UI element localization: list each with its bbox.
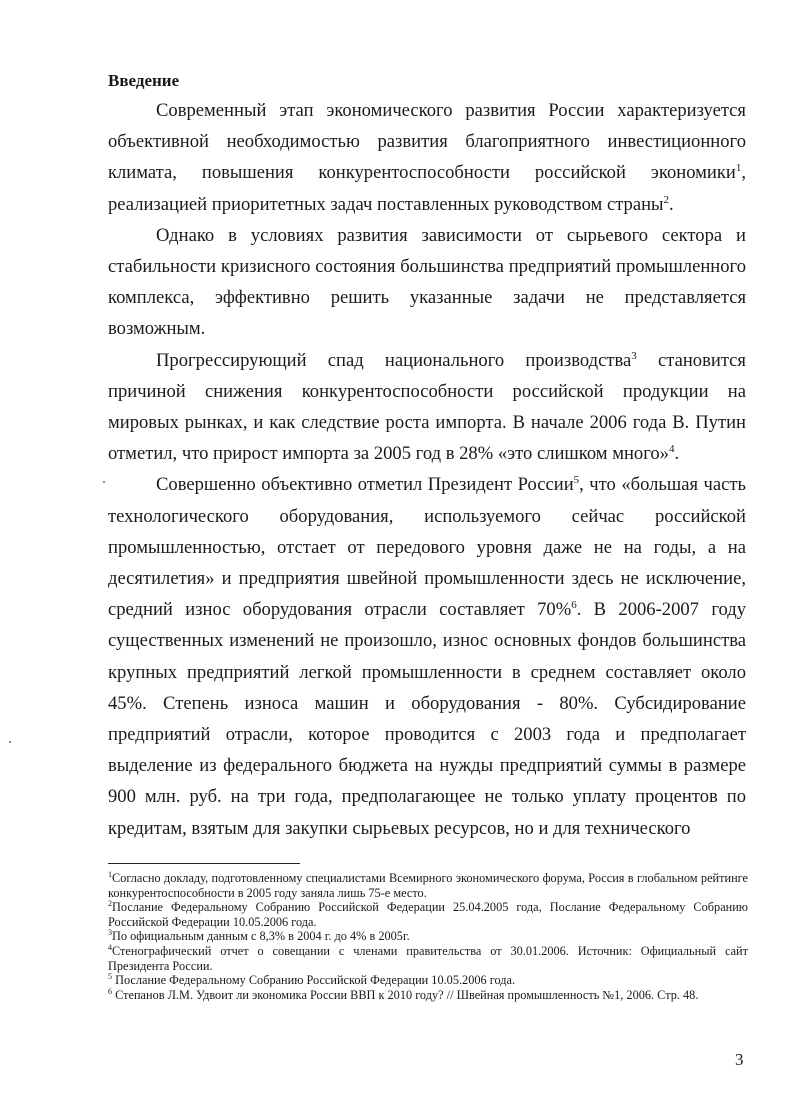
paragraph-text: . <box>674 443 680 465</box>
footnote-reference: 6 <box>571 599 577 612</box>
footnote <box>108 944 748 973</box>
body-paragraph <box>108 469 746 843</box>
footnote-reference: 5 <box>573 474 580 487</box>
footnote-marker: 1 <box>108 869 112 879</box>
footnote <box>108 973 748 988</box>
page-number: 3 <box>735 1050 744 1069</box>
footnote <box>108 871 748 900</box>
footnote <box>108 988 748 1003</box>
footnote-text: Стенографический отчет о совещании с членами правительства от 30.01.2006. Источник: Официальный сайт Президента России. <box>108 943 748 973</box>
footnote-reference: 1 <box>735 162 742 175</box>
scan-speck <box>103 481 105 483</box>
paragraph-text: , реализацией приоритетных задач поставленных руководством страны <box>108 162 746 215</box>
paragraph-text: . В 2006-2007 году существенных изменений не произошло, износ основных фондов большинства крупных предприятий легкой промышленности в среднем составляет около 45%. Степень износа машин и оборудования - 80%. Субсидирование предприятий отрасли, которое проводится с 2003 года и предполагает выделение из федерального бюджета на нужды предприятий суммы в размере 900 млн. руб. на три года, предполагающее не только уплату процентов по кредитам, взятым для закупки сырьевых ресурсов, но и для технического <box>108 599 746 839</box>
paragraph-text: Однако в условиях развития зависимости от сырьевого сектора и стабильности кризисного состояния большинства предприятий промышленного комплекса, эффективно решить указанные задачи не представляется возможным. <box>108 224 746 340</box>
footnote-text: По официальным данным с 8,3% в 2004 г. до 4% в 2005г. <box>112 929 410 944</box>
footnote-marker: 4 <box>108 942 112 952</box>
scan-speck <box>9 741 11 743</box>
body-paragraph <box>108 220 746 345</box>
paragraph-text: Прогрессирующий спад национального производства <box>156 349 632 371</box>
section-heading: Введение <box>108 71 180 90</box>
paragraph-text: становится причиной снижения конкурентоспособности российской продукции на мировых рынках, и как следствие роста импорта. В начале 2006 года В. Путин отметил, что прирост импорта за 2005 год в 28% «это слишком много» <box>108 349 746 465</box>
footnote-text: Согласно докладу, подготовленному специалистами Всемирного экономического форума, Россия в глобальном рейтинге конкурентоспособности в 2005 году заняла лишь 75-е место. <box>108 871 748 900</box>
footnote-marker: 3 <box>108 928 112 938</box>
footnote-text: Послание Федеральному Собранию Российской Федерации 10.05.2006 года. <box>112 973 516 988</box>
paragraph-text: , что «большая часть технологического оборудования, используемого сейчас российской промышленностью, отстает от передового уровня даже не на годы, а на десятилетия» и предприятия швейной промышленности здесь не исключение, средний износ оборудования отрасли составляет 70% <box>108 474 746 621</box>
paragraph-text: . <box>669 193 674 215</box>
footnote-text: Послание Федеральному Собранию Российской Федерации 25.04.2005 года, Послание Федеральному Собранию Российской Федерации 10.05.2006 года. <box>108 900 748 929</box>
paragraph-text: Совершенно объективно отметил Президент России <box>156 474 574 496</box>
footnote-reference: 3 <box>631 349 637 362</box>
footnote <box>108 900 748 929</box>
footnotes <box>108 871 748 1002</box>
footnote-text: Степанов Л.М. Удвоит ли экономика России ВВП к 2010 году? // Швейная промышленность №1, 2006. Стр. 48. <box>112 987 699 1002</box>
footnote-marker: 2 <box>108 899 112 909</box>
footnote-marker: 5 <box>108 972 112 982</box>
footnote-separator <box>108 863 300 864</box>
footnote-reference: 2 <box>663 193 670 206</box>
body-text <box>108 95 746 844</box>
body-paragraph <box>108 95 746 220</box>
paragraph-text: Современный этап экономического развития России характеризуется объективной необходимостью развития благоприятного инвестиционного климата, повышения конкурентоспособности российской экономики <box>108 100 746 184</box>
body-paragraph <box>108 345 746 470</box>
footnote <box>108 929 748 944</box>
footnote-reference: 4 <box>668 443 675 456</box>
footnote-marker: 6 <box>108 986 112 996</box>
